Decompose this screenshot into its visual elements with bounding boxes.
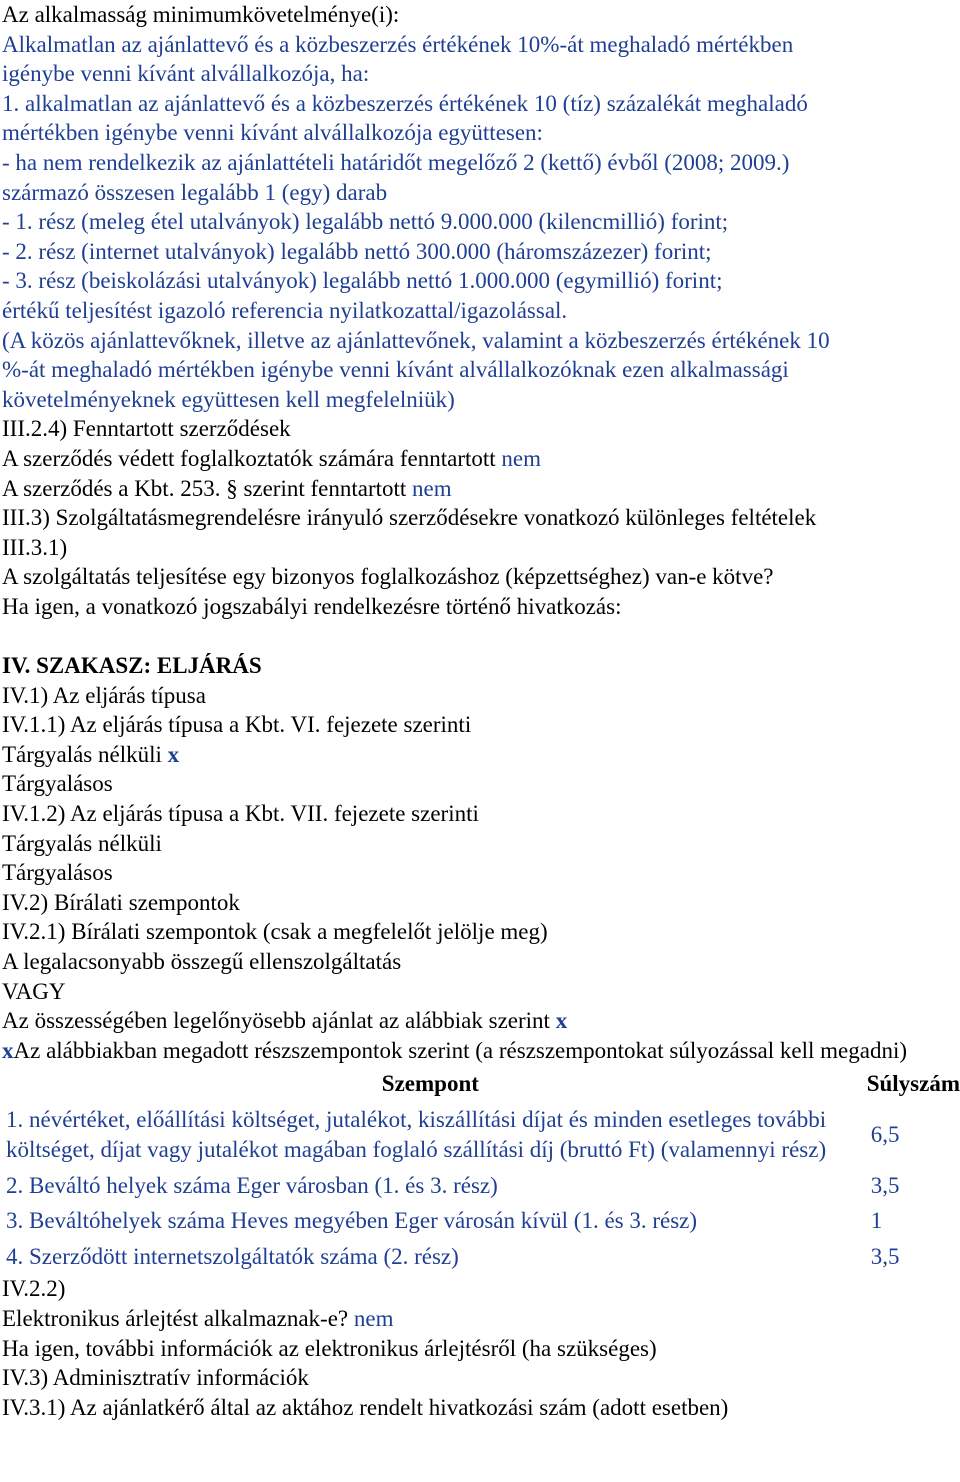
line-e-auction-info: Ha igen, további információk az elektronikus árlejtésről (ha szükséges) [2, 1335, 657, 1361]
weight-cell: 1 [870, 1208, 883, 1234]
line-lowest-price: A legalacsonyabb összegű ellenszolgáltatás [2, 949, 402, 974]
sub-criteria-mark: x [2, 1037, 14, 1063]
line-negotiated: Tárgyalásos [2, 771, 113, 797]
e-auction-value: nem [353, 1305, 394, 1331]
criterion-cell: 2. Beváltó helyek száma Eger városban (1. és 3. rész) [6, 1172, 498, 1198]
line-procedure-vi: IV.1.1) Az eljárás típusa a Kbt. VI. fejezete szerinti [2, 712, 472, 738]
line-minimum-requirements: Az alkalmasság minimumkövetelménye(i): [2, 2, 400, 27]
weight-cell: 3,5 [870, 1172, 900, 1198]
line-reference: értékű teljesítést igazoló referencia nyilatkozattal/igazolással. [2, 297, 568, 323]
table-row [2, 1168, 960, 1204]
section-title: IV. SZAKASZ: ELJÁRÁS [2, 653, 262, 679]
line-negotiated-vii: Tárgyalásos [2, 860, 113, 886]
header-criterion: Szempont [381, 1071, 479, 1097]
heading-special-conditions: III.3) Szolgáltatásmegrendelésre irányuló szerződésekre vonatkozó különleges feltételek [2, 505, 817, 531]
table-row [2, 1102, 960, 1167]
line-unfit-2: igénybe venni kívánt alvállalkozója, ha: [2, 61, 370, 87]
line-joint-1: (A közös ajánlattevőknek, illetve az ajánlattevőnek, valamint a közbeszerzés értékének 10 [2, 327, 830, 353]
line-unfit-4: mértékben igénybe venni kívánt alvállalkozója együttesen: [2, 120, 543, 146]
reserved-kbt-label: A szerződés a Kbt. 253. § szerint fenntartott [2, 475, 413, 501]
line-joint-2: %-át meghaladó mértékben igénybe venni kívánt alvállalkozóknak ezen alkalmassági [2, 357, 789, 383]
heading-reserved-contracts: III.2.4) Fenntartott szerződések [2, 416, 291, 442]
heading-procedure-type: IV.1) Az eljárás típusa [2, 682, 206, 708]
line-unfit-6: származó összesen legalább 1 (egy) darab [2, 179, 388, 205]
spacer [2, 621, 960, 651]
line-part-2: - 2. rész (internet utalványok) legalább nettó 300.000 (háromszázezer) forint; [2, 238, 712, 264]
line-unfit-3: 1. alkalmatlan az ajánlattevő és a közbeszerzés értékének 10 (tíz) százalékát meghaladó [2, 90, 808, 116]
line-unfit-5: - ha nem rendelkezik az ajánlattételi határidőt megelőző 2 (kettő) évből (2008; 2009.) [2, 149, 790, 175]
line-profession-question: A szolgáltatás teljesítése egy bizonyos foglalkozáshoz (képzettséghez) van-e kötve? [2, 564, 774, 590]
header-weight: Súlyszám [866, 1071, 960, 1097]
line-or: VAGY [2, 978, 66, 1004]
criterion-cell: 1. névértéket, előállítási költséget, jutalékot, kiszállítási díjat és minden esetleges további költséget, díjat vagy jutalékot magában foglaló szállítási díj (bruttó Ft) (valamennyi rész) [6, 1107, 827, 1162]
criteria-table [2, 1067, 960, 1274]
reserved-kbt-value: nem [412, 475, 452, 501]
line-unfit-1: Alkalmatlan az ajánlattevő és a közbeszerzés értékének 10%-át meghaladó mértékben [2, 31, 794, 57]
table-row [2, 1239, 960, 1275]
sub-criteria-label: Az alábbiakban megadott részszempontok szerint (a részszempontokat súlyozással kell megadni) [13, 1037, 907, 1063]
most-advantageous-label: Az összességében legelőnyösebb ajánlat az alábbiak szerint [2, 1008, 556, 1034]
weight-cell: 3,5 [870, 1243, 900, 1269]
without-negotiation-mark: x [167, 741, 180, 767]
criterion-cell: 4. Szerződött internetszolgáltatók száma (2. rész) [6, 1243, 459, 1269]
heading-admin-info: IV.3) Adminisztratív információk [2, 1365, 309, 1391]
line-reserved-kbt [2, 474, 960, 504]
line-e-auction [2, 1304, 960, 1334]
criteria-table-header [2, 1067, 960, 1102]
line-legal-reference: Ha igen, a vonatkozó jogszabályi rendelkezésre történő hivatkozás: [2, 593, 622, 619]
line-reserved-sheltered [2, 444, 960, 474]
reserved-sheltered-label: A szerződés védett foglalkoztatók számára fenntartott [2, 445, 502, 471]
line-without-negotiation-vii: Tárgyalás nélküli [2, 830, 162, 856]
e-auction-label: Elektronikus árlejtést alkalmaznak-e? [2, 1305, 354, 1331]
line-joint-3: követelményeknek együttesen kell megfelelniük) [2, 386, 455, 412]
line-without-negotiation [2, 740, 960, 770]
line-part-3: - 3. rész (beiskolázási utalványok) legalább nettó 1.000.000 (egymillió) forint; [2, 268, 723, 294]
heading-iii-3-1: III.3.1) [2, 534, 68, 560]
most-advantageous-mark: x [555, 1008, 568, 1034]
line-part-1: - 1. rész (meleg étel utalványok) legalább nettó 9.000.000 (kilencmillió) forint; [2, 209, 729, 235]
without-negotiation-label: Tárgyalás nélküli [2, 741, 168, 767]
line-most-advantageous [2, 1006, 960, 1036]
line-procedure-vii: IV.1.2) Az eljárás típusa a Kbt. VII. fejezete szerinti [2, 801, 479, 827]
line-award-criteria-select: IV.2.1) Bírálati szempontok (csak a megfelelőt jelölje meg) [2, 919, 548, 945]
line-sub-criteria [2, 1036, 960, 1066]
criterion-cell: 3. Beváltóhelyek száma Heves megyében Eger városán kívül (1. és 3. rész) [6, 1208, 698, 1234]
reserved-sheltered-value: nem [501, 445, 542, 471]
weight-cell: 6,5 [870, 1122, 900, 1148]
table-row [2, 1203, 960, 1239]
heading-award-criteria: IV.2) Bírálati szempontok [2, 889, 240, 915]
heading-iv-2-2: IV.2.2) [2, 1276, 66, 1302]
line-reference-number: IV.3.1) Az ajánlatkérő által az aktához rendelt hivatkozási szám (adott esetben) [2, 1394, 729, 1420]
